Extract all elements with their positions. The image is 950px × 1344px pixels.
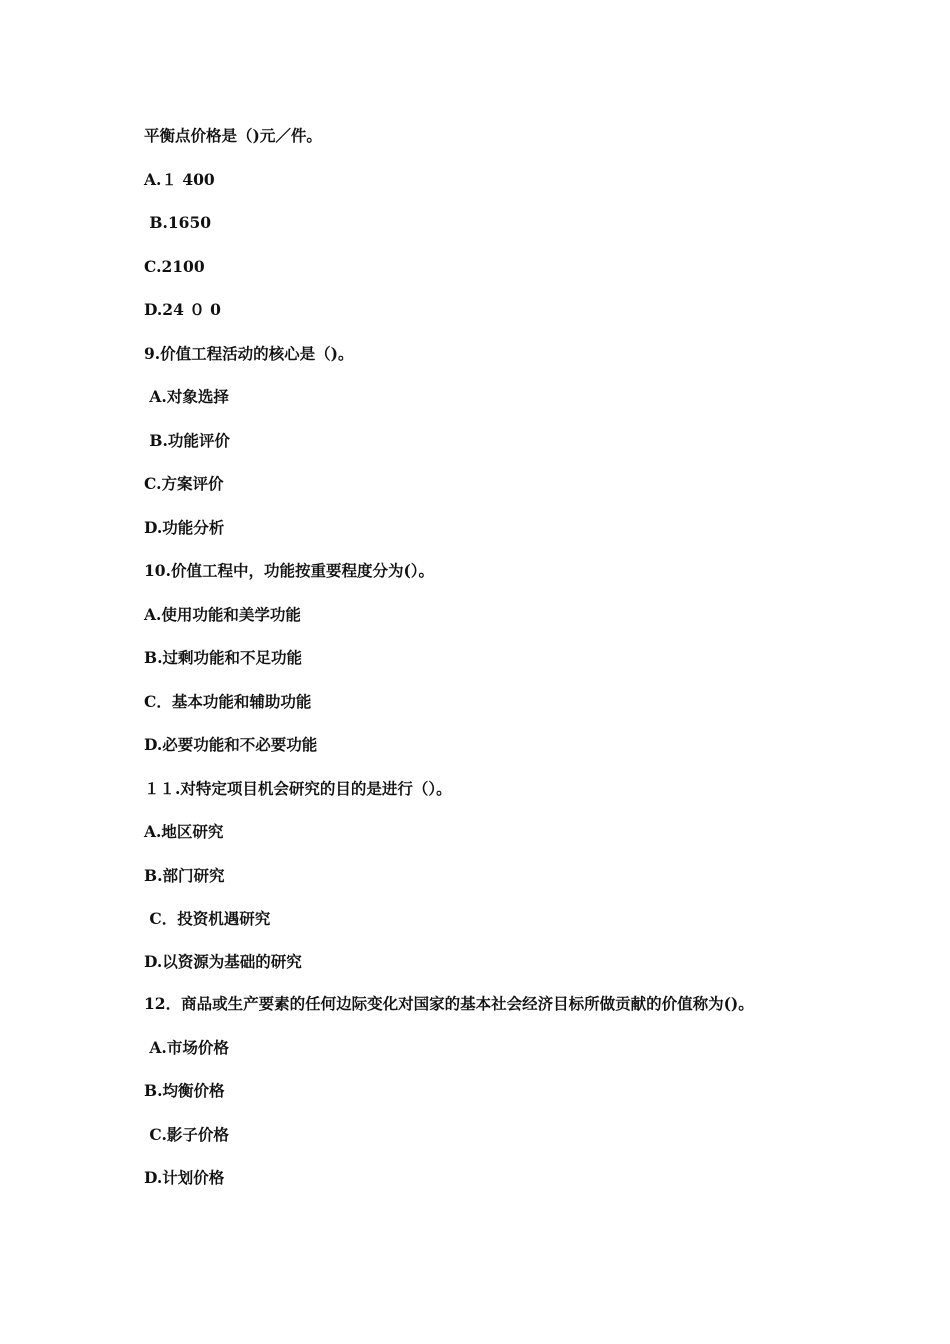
option-a: A.使用功能和美学功能 — [144, 605, 301, 624]
option-a: A.１ 400 — [144, 170, 215, 189]
question-12: 12．商品或生产要素的任何边际变化对国家的基本社会经济目标所做贡献的价值称为()。 — [144, 994, 754, 1013]
question-11: １１.对特定项目机会研究的目的是进行（）。 — [144, 779, 452, 798]
option-c: C.方案评价 — [144, 474, 224, 493]
option-b: B.过剩功能和不足功能 — [144, 648, 302, 667]
option-d: D.必要功能和不必要功能 — [144, 735, 318, 754]
option-d: D.以资源为基础的研究 — [144, 952, 302, 971]
question-text: 平衡点价格是（)元／件。 — [144, 126, 322, 145]
option-b: B.1650 — [144, 213, 212, 232]
option-a: A.市场价格 — [144, 1038, 229, 1057]
option-c: C．基本功能和辅助功能 — [144, 692, 312, 711]
option-b: B.均衡价格 — [144, 1081, 225, 1100]
option-c: C.2100 — [144, 257, 205, 276]
option-a: A.地区研究 — [144, 822, 224, 841]
option-b: B.功能评价 — [144, 431, 230, 450]
option-d: D.功能分析 — [144, 518, 225, 537]
option-d: D.计划价格 — [144, 1168, 225, 1187]
option-d: D.24 ０ 0 — [144, 300, 221, 319]
option-b: B.部门研究 — [144, 866, 225, 885]
option-c: C．投资机遇研究 — [144, 909, 271, 928]
option-a: A.对象选择 — [144, 387, 229, 406]
question-10: 10.价值工程中，功能按重要程度分为(）。 — [144, 561, 435, 580]
question-9: 9.价值工程活动的核心是（)。 — [144, 344, 354, 363]
option-c: C.影子价格 — [144, 1125, 229, 1144]
